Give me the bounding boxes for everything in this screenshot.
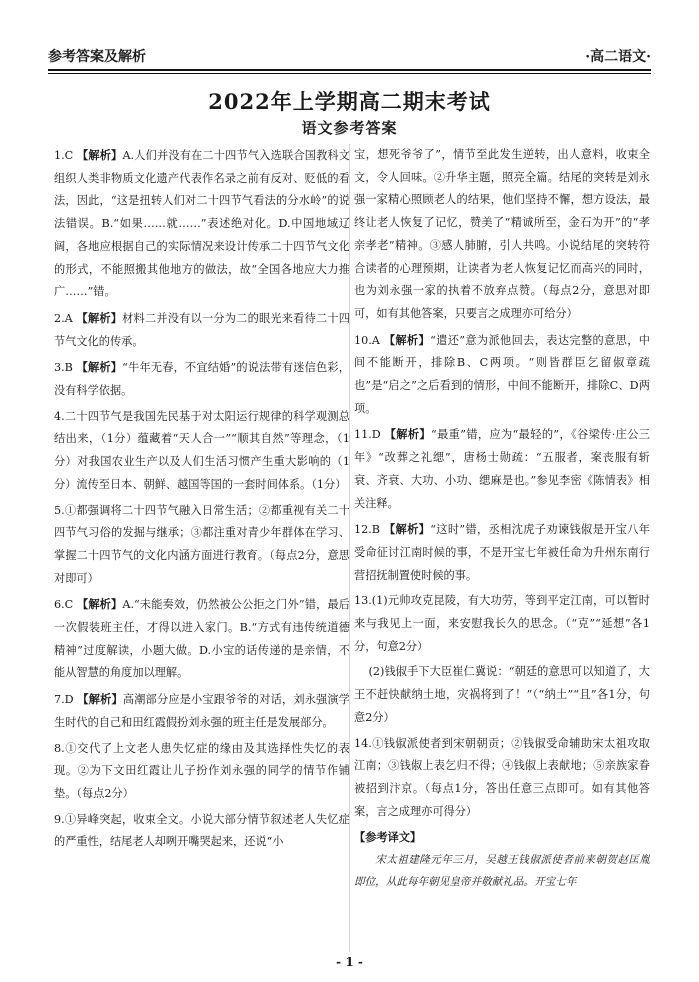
answer-item: 6.C 【解析】A.“未能奏效，仍然被公公拒之门外”错，最后一次假装班主任，才得以进入家门。B.“方式有违传统道德精神”过度解读，小题大做。D.小宝的话传递的是亲情，不能从智慧的角度加以理解。 [54,597,350,680]
answer-item: 12.B 【解析】“这时”错，丞相沈虎子劝谏钱俶是开宝八年受命征讨江南时候的事，不是开宝七年被任命为升州东南行营招抚制置使时候的事。 [354,522,650,582]
reference-translation-heading: 【参考译文】 [354,830,422,845]
right-column [354,144,650,893]
answer-item: 2.A 【解析】材料二并没有以一分为二的眼光来看待二十四节气文化的传承。 [54,310,350,348]
answer-item: 1.C 【解析】A.人们并没有在二十四节气入选联合国教科文组织人类非物质文化遗产代表作名录之前有反对、贬低的看法，因此，“这是扭转人们对二十四节气看法的分水岭”的说法错误。B.“如果……就……”表述绝对化。D.中国地域辽阔，各地应根据自己的实际情况来设计传承二十四节气文化的形式，不能照搬其他地方的做法，故“全国各地应大力推广……”错。 [54,148,350,299]
answer-item: (2)钱俶手下大臣崔仁冀说：“朝廷的意思可以知道了，大王不赶快献纳土地，灾祸将到了！”（“纳土”“且”各1分，句意2分） [354,665,650,724]
page-subtitle: 语文参考答案 [301,119,398,137]
column-divider [349,144,350,952]
answer-item: 4.二十四节气是我国先民基于对太阳运行规律的科学观测总结出来，（1分）蕴藏着“天人合一”“顺其自然”等理念，（1分）对我国农业生产以及人们生活习惯产生重大影响的（1分）流传至日本、朝鲜、越国等国的一套时间体系。（1分） [54,409,350,491]
answer-item: 8.①交代了上文老人患失忆症的缘由及其选择性失忆的表现。②为下文田红霞让儿子扮作刘永强的同学的情节作铺垫。（每点2分） [54,741,350,800]
header-rule [48,69,651,71]
left-column [54,144,350,857]
page-header [48,38,651,66]
answer-item: 宝，想死爷爷了”，情节至此发生逆转，出人意料，收束全文，令人回味。②升华主题，照亮全篇。结尾的突转是刘永强一家精心照顾老人的结果，他们坚持不懈，想方设法，最终让老人恢复了记忆，赞美了“精诚所至，金石为开”的“孝亲孝老”精神。③感人肺腑，引人共鸣。小说结尾的突转符合读者的心理预期，让读者为老人恢复记忆而高兴的同时，也为刘永强一家的执着不放弃点赞。（每点2分，意思对即可，如有其他答案，只要言之成理亦可给分） [354,148,650,320]
page-title: 2022年上学期高二期末考试 [208,89,491,114]
answer-item: 10.A 【解析】“遣还”意为派他回去，表达完整的意思，中间不能断开，排除B、C两项。“则皆群臣乞留俶章疏也”是“启之”之后看到的情形，中间不能断开，排除C、D两项。 [354,332,650,415]
answer-item: 7.D 【解析】高潮部分应是小宝跟爷爷的对话，刘永强演学生时代的自己和田红霞假扮刘永强的班主任是发展部分。 [54,692,350,729]
answer-item: 3.B 【解析】“牛年无春，不宜结婚”的说法带有迷信色彩，没有科学依据。 [54,360,350,398]
reference-translation: 宋太祖建隆元年三月，吴越王钱俶派使者前来朝贺赵匡胤即位，从此每年朝见皇帝并敬献礼品。开宝七年 [354,854,650,889]
answer-item: 13.(1)元帅攻克昆陵，有大功劳，等到平定江南，可以暂时来与我见上一面，来安慰我长久的思念。（“克”“延想”各1分，句意2分） [354,594,650,653]
header-rule-thin [48,73,651,74]
answer-item: 5.①都强调将二十四节气融入日常生活；②都重视有关二十四节气习俗的发掘与继承；③都注重对青少年群体在学习、掌握二十四节气的文化内涵方面进行教育。（每点2分，意思对即可） [54,503,350,585]
answer-item: 14.①钱俶派使者到宋朝朝贡；②钱俶受命辅助宋太祖攻取江南；③钱俶上表乞归不得；④钱俶上表献地；⑤亲族家眷被招到汴京。（每点1分，答出任意三点即可。如有其他答案，言之成理亦可得分） [354,736,650,818]
answer-item: 11.D 【解析】“最重”错，应为“最轻的”，《谷梁传·庄公三年》“改葬之礼缌”，唐杨士勋疏：“五服者，案丧服有斩衰、齐衰、大功、小功、缌麻是也。”参见李密《陈情表》相关注释。 [354,427,650,510]
header-left-label: 参考答案及解析 [48,49,146,65]
page-number: - 1 - [336,955,363,969]
answer-item: 9.①异峰突起，收束全文。小说大部分情节叙述老人失忆症的严重性，结尾老人却咧开嘴哭起来，还说“小 [54,812,350,849]
header-right-label: ·高二语文· [585,49,651,65]
